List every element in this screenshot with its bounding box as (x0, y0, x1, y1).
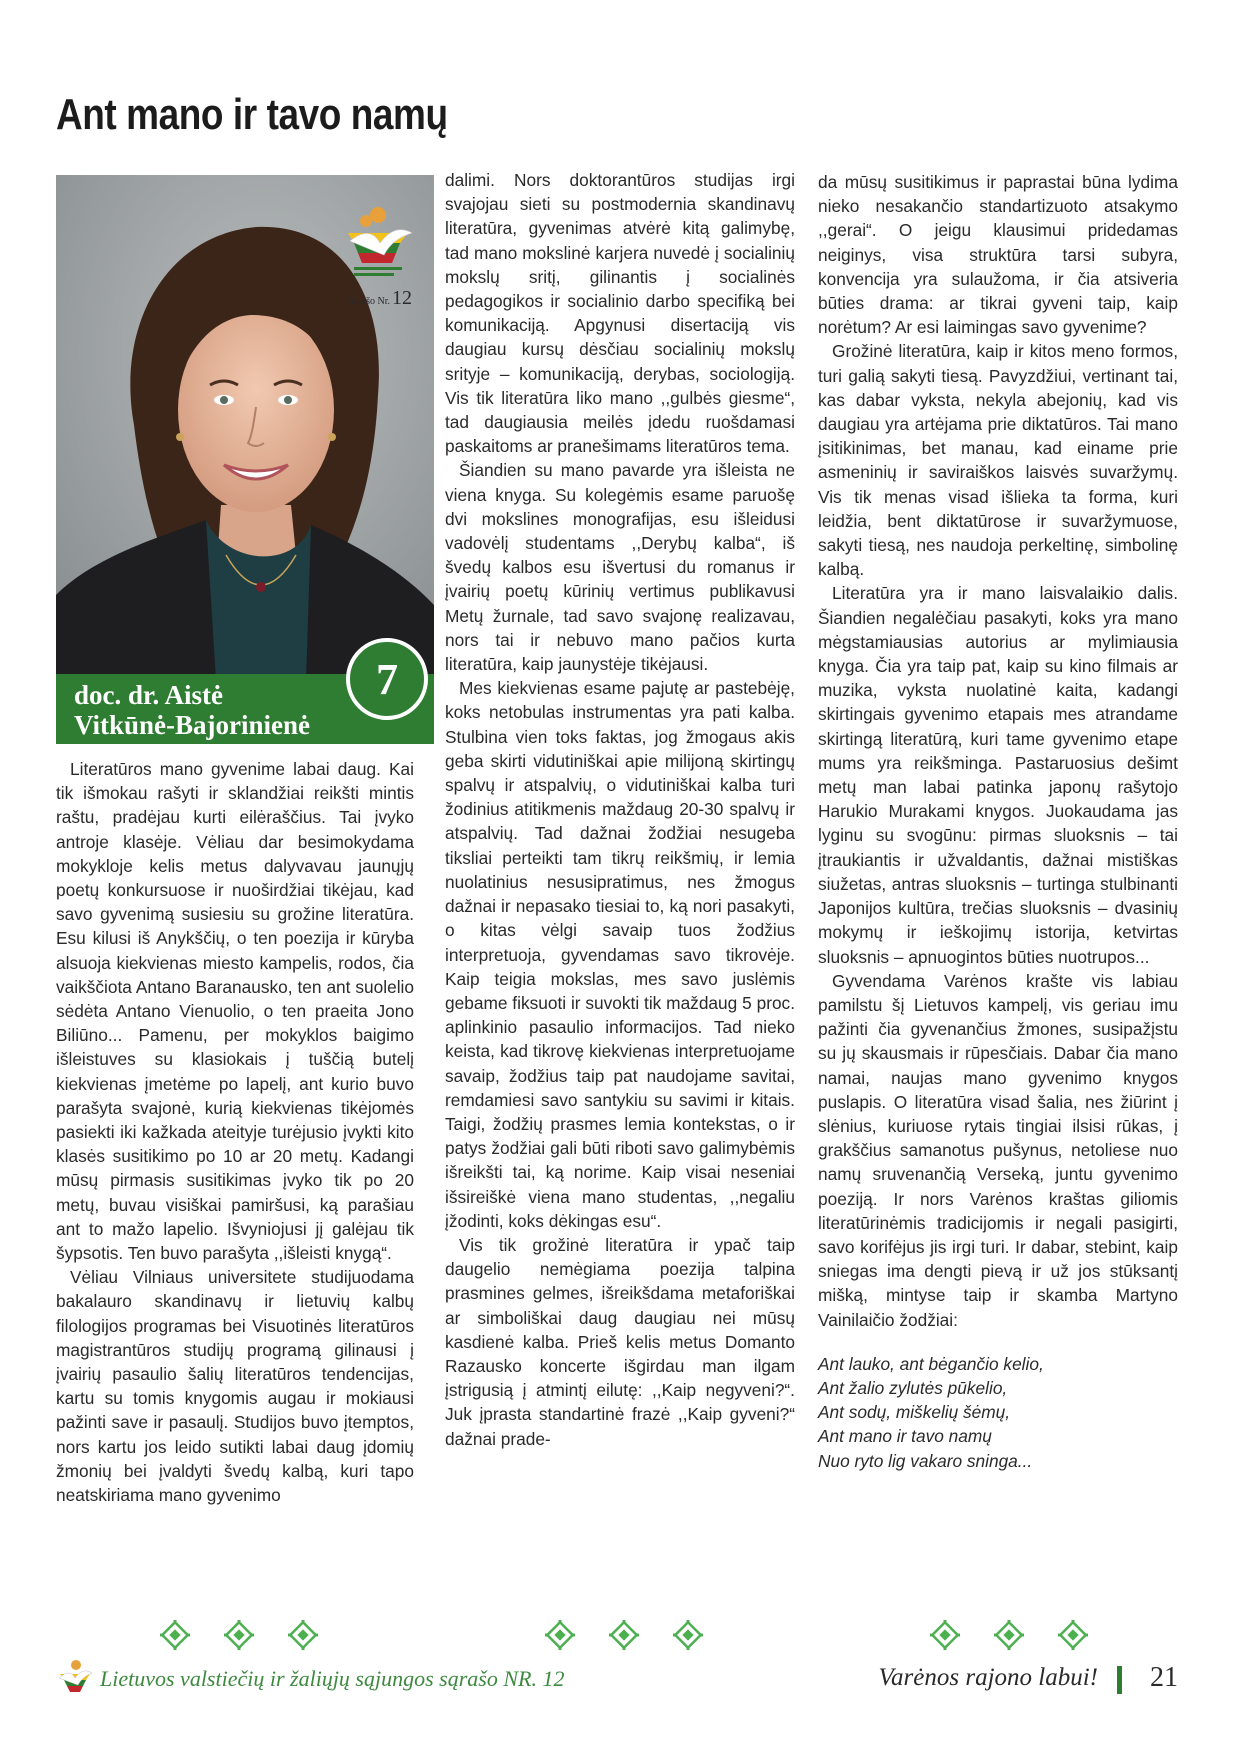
folk-ornament-icon (224, 1620, 254, 1655)
paragraph: Gyvendama Varėnos krašte vis labiau pamilstu šį Lietuvos kampelį, vis geriau imu pažinti čia gyvenančius žmones, susipažįstu su jų skausmais ir rūpesčiais. Dabar čia mano namai, naujas mano gyvenimo knygos puslapis. O literatūra visad šalia, nes žiūrint į slėnius, kuriuose rytais tingiai ilsisi rūkas, į grakščius samanotus pušynus, netoliese nuo namų sruvenančią Verseką, juntu gyvenimo poeziją. Ir nors Varėnos kraštas giliomis literatūrinėmis tradicijomis ir negali pasigirti, savo korifėjus jis irgi turi. Ir dabar, stebint, kaip sniegas ima dengti pievą ir už jos stūksantį mišką, mintyse taip ir skamba Martyno Vainilaičio žodžiai: (818, 970, 1178, 1330)
candidate-photo (56, 175, 434, 680)
article-title: Ant mano ir tavo namų (56, 90, 448, 139)
verse-line: Nuo ryto lig vakaro sninga... (818, 1450, 1033, 1471)
folk-ornament-icon (609, 1620, 639, 1655)
folk-ornament-icon (994, 1620, 1024, 1655)
folk-ornament-icon (1058, 1620, 1088, 1655)
article-column-1 (56, 757, 414, 1507)
verse-line: Ant sodų, miškelių šėmų, (818, 1402, 1011, 1423)
paragraph-continued: dalimi. Nors doktorantūros studijas irgi svajojau sieti su postmodernia skandinavų literatūra, gyvenimas atvėrė kitą galimybę, tad mano mokslinė karjera nuvedė į socialinių mokslų sritį, gilinantis į socialinės pedagogikos ir socialinio darbo specifiką bei komunikaciją. Apgynusi disertaciją vis daugiau kursų dėsčiau socialinių mokslų srityje – komunikaciją, derybas, sociologiją. Vis tik literatūra liko mano ,,gulbės giesme“, tad daugiausia meilės įdedu ruošdamasi paskaitoms ar pranešimams literatūros tema. (445, 170, 795, 457)
paragraph: Vėliau Vilniaus universitete studijuodama bakalauro skandinavų ir lietuvių kalbų filologijos programas bei Visuotinės literatūros magistrantūros studijų programą gilinausi į įvairių pasaulio šalių literatūros tendencijas, kartu su tomis knygomis augau ir mokiausi pažinti save ir pasaulį. Studijos buvo įtemptos, nors kartu jos leido sutikti labai daug įdomių žmonių bei įvaldyti švedų kalbą, kuri tapo neatskiriama mano gyvenimo (56, 1267, 414, 1506)
verse-line: Ant žalio zylutės pūkelio, (818, 1377, 1008, 1398)
verse-line: Ant mano ir tavo namų (818, 1426, 992, 1447)
folk-ornament-icon (160, 1620, 190, 1655)
folk-ornament-icon (288, 1620, 318, 1655)
article-column-3 (818, 170, 1178, 1473)
paragraph: Mes kiekvienas esame pajutę ar pastebėję, koks netobulas instrumentas yra pati kalba. Stulbina vien toks faktas, jog žmogaus akis geba skirti vidutiniškai apie milijoną skirtingų spalvų ir atspalvių, o vidutiniškai kalba turi žodinius atitikmenis maždaug 20-30 spalvų ir atspalvių. Tad dažnai žodžiai nesugeba tiksliai perteikti tam tikrų reikšmių, ir lemia nuolatinius nesusipratimus, nes žmogus dažnai ir nepasako tiesiai to, ką nori pasakyti, o kitas vėlgi savaip tuos žodžius interpretuoja, gyvendamas savo tikrovėje. Kaip teigia mokslas, mes savo juslėmis gebame fiksuoti ir suvokti tik maždaug 5 proc. aplinkinio pasaulio informacijos. Tad nieko keista, kad tikrovę kiekvienas interpretuojame savaip, žodžius taip pat naudojame savitai, remdamiesi savo santykiu su savimi ir kitais. Taigi, žodžių prasmes lemia kontekstas, o ir patys žodžiai gali būti riboti savo galimybėmis išreikšti tai, ką norime. Kaip visai neseniai išsireiškė viena mano studentas, ,,negaliu įžodinti, koks dėkingas esu“. (445, 678, 795, 1231)
paragraph: Vis tik grožinė literatūra ir ypač taip daugelio nemėgiama poezija talpina prasmines gelmes, išreikšdama metaforiškai ar simboliškai daug daugiau nei mūsų kasdienė kalba. Prieš kelis metus Domanto Razausko koncerte išgirdau man ilgam įstrigusią į atmintį eilutę: ,,Kaip negyveni?“. Juk įprasta standartinė frazė ,,Kaip gyveni?“ dažnai prade- (445, 1234, 795, 1449)
footer-slogan: Varėnos rajono labui! (878, 1664, 1098, 1691)
candidate-number-badge: 7 (346, 638, 428, 720)
paragraph: Grožinė literatūra, kaip ir kitos meno formos, turi galią sakyti tiesą. Pavyzdžiui, vertinant tai, kas dabar vyksta, nekyla abejonių, kad vis daugiau yra artėjama prie diktatūros. Tai mano įsitikinimas, bet manau, kad einame prie asmeninių ir saviraiškos laisvės suvaržymų. Vis tik menas visad išlieka ta forma, kuri leidžia, bent diktatūrose ir suvaržymuose, sakyti tiesą, nes naudoja perkeltinę, simbolinę kalbą. (818, 341, 1178, 580)
party-logo-small-icon (56, 1658, 94, 1698)
page-number: 21 (1150, 1662, 1178, 1693)
paragraph: Šiandien su mano pavarde yra išleista ne viena knyga. Su kolegėmis esame paruošę dvi mokslines monografijas, esu išleidusi vadovėlį studentams ,,Derybų kalba“, iš švedų kalbos esu išvertusi du romanus ir įvairių poetų kūrinių vertimus publikavusi Metų žurnale, tad savo svajonę realizavau, nors tai ir nebuvo mano pačios kurta literatūra, kaip jaunystėje tikėjausi. (445, 460, 795, 675)
verse-spacer (818, 1332, 1178, 1352)
folk-ornament-icon (545, 1620, 575, 1655)
footer-party-list: Lietuvos valstiečių ir žaliųjų sąjungos sąrašo NR. 12 (100, 1666, 565, 1691)
folk-ornament-icon (930, 1620, 960, 1655)
verse-line: Ant lauko, ant bėgančio kelio, (818, 1353, 1044, 1374)
article-column-2 (445, 168, 795, 1451)
paragraph-continued: da mūsų susitikimus ir paprastai būna lydima nieko nesakančio standartizuoto atsakymo ,,gerai“. O jeigu klausimui pridedamas neiginys, visa struktūra tarsi subyra, konvencija yra sulaužoma, ir čia atsiveria būties drama: ar tikrai gyveni taip, kaip norėtum? Ar esi laimingas savo gyvenime? (818, 172, 1178, 338)
page-footer (56, 1658, 1178, 1698)
candidate-name-line2: Vitkūnė-Bajorinienė (74, 710, 310, 740)
ornament-group-2 (545, 1620, 703, 1655)
paragraph: Literatūros mano gyvenime labai daug. Kai tik išmokau rašyti ir sklandžiai reikšti mintis raštu, pradėjau kurti eilėraščius. Tai įvyko antroje klasėje. Vėliau dar besimokydama mokykloje kelis metus dalyvavau jaunųjų poetų konkursuose ir nuoširdžiai tikėjau, kad savo gyvenimą susiesiu su grožine literatūra. Esu kilusi iš Anykščių, o ten poezija ir kūryba alsuoja kiekvienas miesto kampelis, rodos, čia vaikščiota Antano Baranausko, ten ant suolelio sėdėta Antano Vienuolio, o ten praeita Jono Biliūno... Pamenu, per mokyklos baigimo išleistuves su klasiokais į tuščią butelį kiekvienas įmetėme po lapelį, ant kurio buvo parašyta svajonė, kurią kiekvienas tikėjomės pasiekti iki kažkada ateityje turėjusio įvykti kito klasės susitikimo po 10 ar 20 metų. Kadangi mūsų pirmasis susitikimas įvyko tik po 20 metų, buvau visiškai pamiršusi, ką parašiau ant to mažo lapelio. Išvyniojusi jį galėjau tik šypsotis. Ten buvo parašyta ,,išleisti knygą“. (56, 759, 414, 1264)
footer-divider (1117, 1666, 1122, 1694)
folk-ornament-icon (673, 1620, 703, 1655)
paragraph: Literatūra yra ir mano laisvalaikio dalis. Šiandien negalėčiau pasakyti, koks yra mano mėgstamiausias autorius ar mylimiausia knyga. Čia yra taip pat, kaip su kino filmais ar muzika, vyksta nuolatinė kaita, kadangi skirtingais gyvenimo etapais mes atrandame skirtingą literatūrą, kuri tame gyvenimo etape mums yra reikšminga. Pastaruosius dešimt metų man labai patinka japonų rašytojo Harukio Murakami knygos. Juokaudama jas lyginu su svogūnu: pirmas sluoksnis – tai įtraukiantis ir užvaldantis, dažnai mistiškas siužetas, antras sluoksnis – turtinga stulbinanti Japonijos kultūra, trečias sluoksnis – dvasinių mokymų ir ieškojimų istorija, ketvirtas sluoksnis – apnuogintos būties nuotrupos... (818, 583, 1178, 967)
list-number-value: 12 (392, 287, 412, 309)
ornament-group-1 (160, 1620, 318, 1655)
list-number-caption: Sąrašo Nr. (348, 296, 390, 307)
party-logo-icon (340, 203, 416, 283)
ornament-group-3 (930, 1620, 1088, 1655)
candidate-name-line1: doc. dr. Aistė (74, 680, 224, 710)
list-number-label (348, 287, 412, 310)
